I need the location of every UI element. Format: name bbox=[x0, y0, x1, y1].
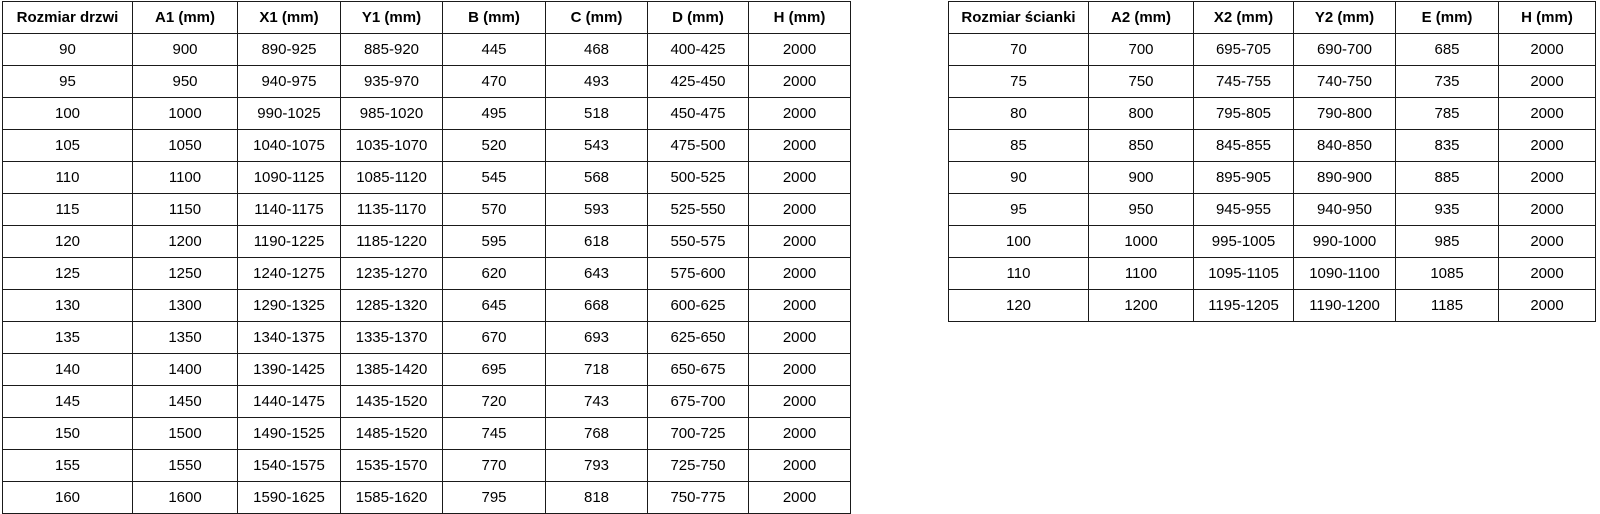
table-cell: 1550 bbox=[133, 450, 238, 482]
table-cell: 735 bbox=[1396, 66, 1499, 98]
table-cell: 835 bbox=[1396, 130, 1499, 162]
table-cell: 1300 bbox=[133, 290, 238, 322]
table-cell: 840-850 bbox=[1294, 130, 1396, 162]
table-cell: 1195-1205 bbox=[1194, 290, 1294, 322]
table-row bbox=[949, 162, 1596, 194]
table-cell: 900 bbox=[1089, 162, 1194, 194]
wall-table-header bbox=[949, 2, 1596, 34]
table-cell: 450-475 bbox=[648, 98, 749, 130]
table-cell: 935 bbox=[1396, 194, 1499, 226]
table-cell: 600-625 bbox=[648, 290, 749, 322]
table-cell: 940-975 bbox=[238, 66, 341, 98]
table-cell: 1600 bbox=[133, 482, 238, 514]
table-cell: 70 bbox=[949, 34, 1089, 66]
table-cell: 995-1005 bbox=[1194, 226, 1294, 258]
table-cell: 140 bbox=[3, 354, 133, 386]
table-cell: 500-525 bbox=[648, 162, 749, 194]
table-cell: 468 bbox=[546, 34, 648, 66]
table-cell: 625-650 bbox=[648, 322, 749, 354]
header-row bbox=[3, 2, 851, 34]
table-cell: 745 bbox=[443, 418, 546, 450]
table-row bbox=[3, 450, 851, 482]
table-cell: 1585-1620 bbox=[341, 482, 443, 514]
table-cell: 850 bbox=[1089, 130, 1194, 162]
table-row bbox=[949, 290, 1596, 322]
column-header: A1 (mm) bbox=[133, 2, 238, 34]
table-cell: 85 bbox=[949, 130, 1089, 162]
table-cell: 2000 bbox=[749, 130, 851, 162]
table-cell: 643 bbox=[546, 258, 648, 290]
table-cell: 525-550 bbox=[648, 194, 749, 226]
table-row bbox=[3, 194, 851, 226]
table-cell: 690-700 bbox=[1294, 34, 1396, 66]
table-cell: 1340-1375 bbox=[238, 322, 341, 354]
table-cell: 568 bbox=[546, 162, 648, 194]
table-cell: 80 bbox=[949, 98, 1089, 130]
table-cell: 2000 bbox=[749, 34, 851, 66]
table-cell: 1350 bbox=[133, 322, 238, 354]
table-cell: 1500 bbox=[133, 418, 238, 450]
table-cell: 1050 bbox=[133, 130, 238, 162]
table-cell: 743 bbox=[546, 386, 648, 418]
table-cell: 2000 bbox=[1499, 98, 1596, 130]
table-row bbox=[949, 258, 1596, 290]
table-cell: 1090-1125 bbox=[238, 162, 341, 194]
table-cell: 693 bbox=[546, 322, 648, 354]
table-cell: 1200 bbox=[133, 226, 238, 258]
table-cell: 1390-1425 bbox=[238, 354, 341, 386]
table-cell: 1240-1275 bbox=[238, 258, 341, 290]
door-table-header bbox=[3, 2, 851, 34]
table-cell: 795 bbox=[443, 482, 546, 514]
column-header: X2 (mm) bbox=[1194, 2, 1294, 34]
table-cell: 1185-1220 bbox=[341, 226, 443, 258]
table-row bbox=[949, 66, 1596, 98]
table-cell: 2000 bbox=[749, 386, 851, 418]
table-cell: 2000 bbox=[749, 290, 851, 322]
table-cell: 990-1025 bbox=[238, 98, 341, 130]
table-cell: 545 bbox=[443, 162, 546, 194]
wall-table-body bbox=[949, 34, 1596, 322]
table-cell: 1090-1100 bbox=[1294, 258, 1396, 290]
table-cell: 95 bbox=[949, 194, 1089, 226]
table-cell: 718 bbox=[546, 354, 648, 386]
table-cell: 518 bbox=[546, 98, 648, 130]
column-header: Rozmiar ścianki bbox=[949, 2, 1089, 34]
table-cell: 890-900 bbox=[1294, 162, 1396, 194]
table-cell: 1035-1070 bbox=[341, 130, 443, 162]
table-cell: 885 bbox=[1396, 162, 1499, 194]
table-cell: 1190-1225 bbox=[238, 226, 341, 258]
table-cell: 2000 bbox=[1499, 66, 1596, 98]
table-cell: 2000 bbox=[749, 98, 851, 130]
table-row bbox=[3, 418, 851, 450]
table-cell: 445 bbox=[443, 34, 546, 66]
table-cell: 100 bbox=[3, 98, 133, 130]
table-row bbox=[3, 322, 851, 354]
table-row bbox=[3, 258, 851, 290]
door-size-table bbox=[2, 1, 851, 514]
table-cell: 790-800 bbox=[1294, 98, 1396, 130]
table-cell: 675-700 bbox=[648, 386, 749, 418]
table-cell: 2000 bbox=[1499, 130, 1596, 162]
table-cell: 945-955 bbox=[1194, 194, 1294, 226]
table-cell: 145 bbox=[3, 386, 133, 418]
table-cell: 1000 bbox=[133, 98, 238, 130]
table-cell: 2000 bbox=[749, 66, 851, 98]
column-header: H (mm) bbox=[1499, 2, 1596, 34]
table-cell: 1085-1120 bbox=[341, 162, 443, 194]
table-cell: 2000 bbox=[749, 162, 851, 194]
table-row bbox=[3, 482, 851, 514]
table-cell: 1540-1575 bbox=[238, 450, 341, 482]
table-cell: 1590-1625 bbox=[238, 482, 341, 514]
table-cell: 725-750 bbox=[648, 450, 749, 482]
table-cell: 695-705 bbox=[1194, 34, 1294, 66]
table-cell: 1450 bbox=[133, 386, 238, 418]
table-cell: 1100 bbox=[133, 162, 238, 194]
table-cell: 745-755 bbox=[1194, 66, 1294, 98]
table-cell: 470 bbox=[443, 66, 546, 98]
column-header: D (mm) bbox=[648, 2, 749, 34]
table-cell: 900 bbox=[133, 34, 238, 66]
table-cell: 885-920 bbox=[341, 34, 443, 66]
table-cell: 1100 bbox=[1089, 258, 1194, 290]
table-cell: 1335-1370 bbox=[341, 322, 443, 354]
table-cell: 155 bbox=[3, 450, 133, 482]
table-cell: 2000 bbox=[1499, 258, 1596, 290]
table-cell: 793 bbox=[546, 450, 648, 482]
table-row bbox=[3, 386, 851, 418]
table-cell: 2000 bbox=[1499, 226, 1596, 258]
table-cell: 125 bbox=[3, 258, 133, 290]
table-cell: 160 bbox=[3, 482, 133, 514]
table-cell: 543 bbox=[546, 130, 648, 162]
column-header: Y2 (mm) bbox=[1294, 2, 1396, 34]
table-cell: 768 bbox=[546, 418, 648, 450]
table-cell: 1040-1075 bbox=[238, 130, 341, 162]
table-cell: 593 bbox=[546, 194, 648, 226]
table-cell: 895-905 bbox=[1194, 162, 1294, 194]
table-row bbox=[3, 130, 851, 162]
column-header: Rozmiar drzwi bbox=[3, 2, 133, 34]
table-cell: 700 bbox=[1089, 34, 1194, 66]
table-cell: 1095-1105 bbox=[1194, 258, 1294, 290]
table-cell: 95 bbox=[3, 66, 133, 98]
table-cell: 2000 bbox=[749, 258, 851, 290]
table-cell: 1250 bbox=[133, 258, 238, 290]
table-row bbox=[3, 290, 851, 322]
table-cell: 2000 bbox=[1499, 34, 1596, 66]
door-table-body bbox=[3, 34, 851, 514]
table-cell: 1385-1420 bbox=[341, 354, 443, 386]
table-cell: 720 bbox=[443, 386, 546, 418]
column-header: C (mm) bbox=[546, 2, 648, 34]
table-cell: 75 bbox=[949, 66, 1089, 98]
table-row bbox=[3, 354, 851, 386]
table-cell: 1000 bbox=[1089, 226, 1194, 258]
table-cell: 950 bbox=[1089, 194, 1194, 226]
table-cell: 1200 bbox=[1089, 290, 1194, 322]
table-row bbox=[3, 66, 851, 98]
table-cell: 890-925 bbox=[238, 34, 341, 66]
table-cell: 950 bbox=[133, 66, 238, 98]
table-cell: 650-675 bbox=[648, 354, 749, 386]
table-cell: 1535-1570 bbox=[341, 450, 443, 482]
table-cell: 495 bbox=[443, 98, 546, 130]
column-header: B (mm) bbox=[443, 2, 546, 34]
column-header: H (mm) bbox=[749, 2, 851, 34]
table-cell: 425-450 bbox=[648, 66, 749, 98]
table-cell: 685 bbox=[1396, 34, 1499, 66]
table-cell: 1235-1270 bbox=[341, 258, 443, 290]
table-cell: 2000 bbox=[749, 226, 851, 258]
table-cell: 2000 bbox=[749, 418, 851, 450]
table-cell: 845-855 bbox=[1194, 130, 1294, 162]
table-cell: 1490-1525 bbox=[238, 418, 341, 450]
table-cell: 130 bbox=[3, 290, 133, 322]
table-cell: 1185 bbox=[1396, 290, 1499, 322]
table-cell: 985-1020 bbox=[341, 98, 443, 130]
table-cell: 2000 bbox=[749, 482, 851, 514]
table-cell: 770 bbox=[443, 450, 546, 482]
table-cell: 818 bbox=[546, 482, 648, 514]
header-row bbox=[949, 2, 1596, 34]
table-cell: 90 bbox=[949, 162, 1089, 194]
table-cell: 1285-1320 bbox=[341, 290, 443, 322]
table-cell: 2000 bbox=[1499, 194, 1596, 226]
table-cell: 990-1000 bbox=[1294, 226, 1396, 258]
table-cell: 475-500 bbox=[648, 130, 749, 162]
table-cell: 1135-1170 bbox=[341, 194, 443, 226]
column-header: A2 (mm) bbox=[1089, 2, 1194, 34]
table-cell: 2000 bbox=[1499, 290, 1596, 322]
table-cell: 150 bbox=[3, 418, 133, 450]
table-cell: 90 bbox=[3, 34, 133, 66]
table-row bbox=[949, 226, 1596, 258]
table-cell: 700-725 bbox=[648, 418, 749, 450]
table-cell: 400-425 bbox=[648, 34, 749, 66]
table-cell: 1085 bbox=[1396, 258, 1499, 290]
table-row bbox=[3, 34, 851, 66]
table-cell: 695 bbox=[443, 354, 546, 386]
table-cell: 935-970 bbox=[341, 66, 443, 98]
table-cell: 1290-1325 bbox=[238, 290, 341, 322]
table-cell: 110 bbox=[949, 258, 1089, 290]
table-cell: 618 bbox=[546, 226, 648, 258]
column-header: Y1 (mm) bbox=[341, 2, 443, 34]
table-row bbox=[949, 34, 1596, 66]
table-cell: 620 bbox=[443, 258, 546, 290]
table-cell: 595 bbox=[443, 226, 546, 258]
table-cell: 1435-1520 bbox=[341, 386, 443, 418]
table-row bbox=[3, 98, 851, 130]
table-row bbox=[949, 98, 1596, 130]
table-cell: 2000 bbox=[749, 450, 851, 482]
table-cell: 2000 bbox=[749, 354, 851, 386]
table-cell: 1485-1520 bbox=[341, 418, 443, 450]
table-cell: 2000 bbox=[749, 322, 851, 354]
table-cell: 1140-1175 bbox=[238, 194, 341, 226]
table-cell: 740-750 bbox=[1294, 66, 1396, 98]
table-cell: 750-775 bbox=[648, 482, 749, 514]
table-cell: 100 bbox=[949, 226, 1089, 258]
table-cell: 1150 bbox=[133, 194, 238, 226]
table-cell: 800 bbox=[1089, 98, 1194, 130]
table-cell: 115 bbox=[3, 194, 133, 226]
table-cell: 120 bbox=[949, 290, 1089, 322]
table-row bbox=[949, 130, 1596, 162]
table-cell: 110 bbox=[3, 162, 133, 194]
table-cell: 120 bbox=[3, 226, 133, 258]
table-row bbox=[3, 162, 851, 194]
table-cell: 795-805 bbox=[1194, 98, 1294, 130]
table-cell: 493 bbox=[546, 66, 648, 98]
table-cell: 2000 bbox=[749, 194, 851, 226]
table-cell: 668 bbox=[546, 290, 648, 322]
table-cell: 1190-1200 bbox=[1294, 290, 1396, 322]
table-cell: 645 bbox=[443, 290, 546, 322]
table-row bbox=[3, 226, 851, 258]
column-header: E (mm) bbox=[1396, 2, 1499, 34]
table-cell: 1400 bbox=[133, 354, 238, 386]
table-cell: 670 bbox=[443, 322, 546, 354]
table-cell: 1440-1475 bbox=[238, 386, 341, 418]
table-cell: 135 bbox=[3, 322, 133, 354]
table-cell: 750 bbox=[1089, 66, 1194, 98]
table-cell: 105 bbox=[3, 130, 133, 162]
wall-size-table bbox=[948, 1, 1596, 322]
table-cell: 570 bbox=[443, 194, 546, 226]
table-row bbox=[949, 194, 1596, 226]
table-cell: 550-575 bbox=[648, 226, 749, 258]
table-cell: 785 bbox=[1396, 98, 1499, 130]
table-cell: 520 bbox=[443, 130, 546, 162]
table-cell: 2000 bbox=[1499, 162, 1596, 194]
table-cell: 985 bbox=[1396, 226, 1499, 258]
column-header: X1 (mm) bbox=[238, 2, 341, 34]
table-cell: 940-950 bbox=[1294, 194, 1396, 226]
table-cell: 575-600 bbox=[648, 258, 749, 290]
